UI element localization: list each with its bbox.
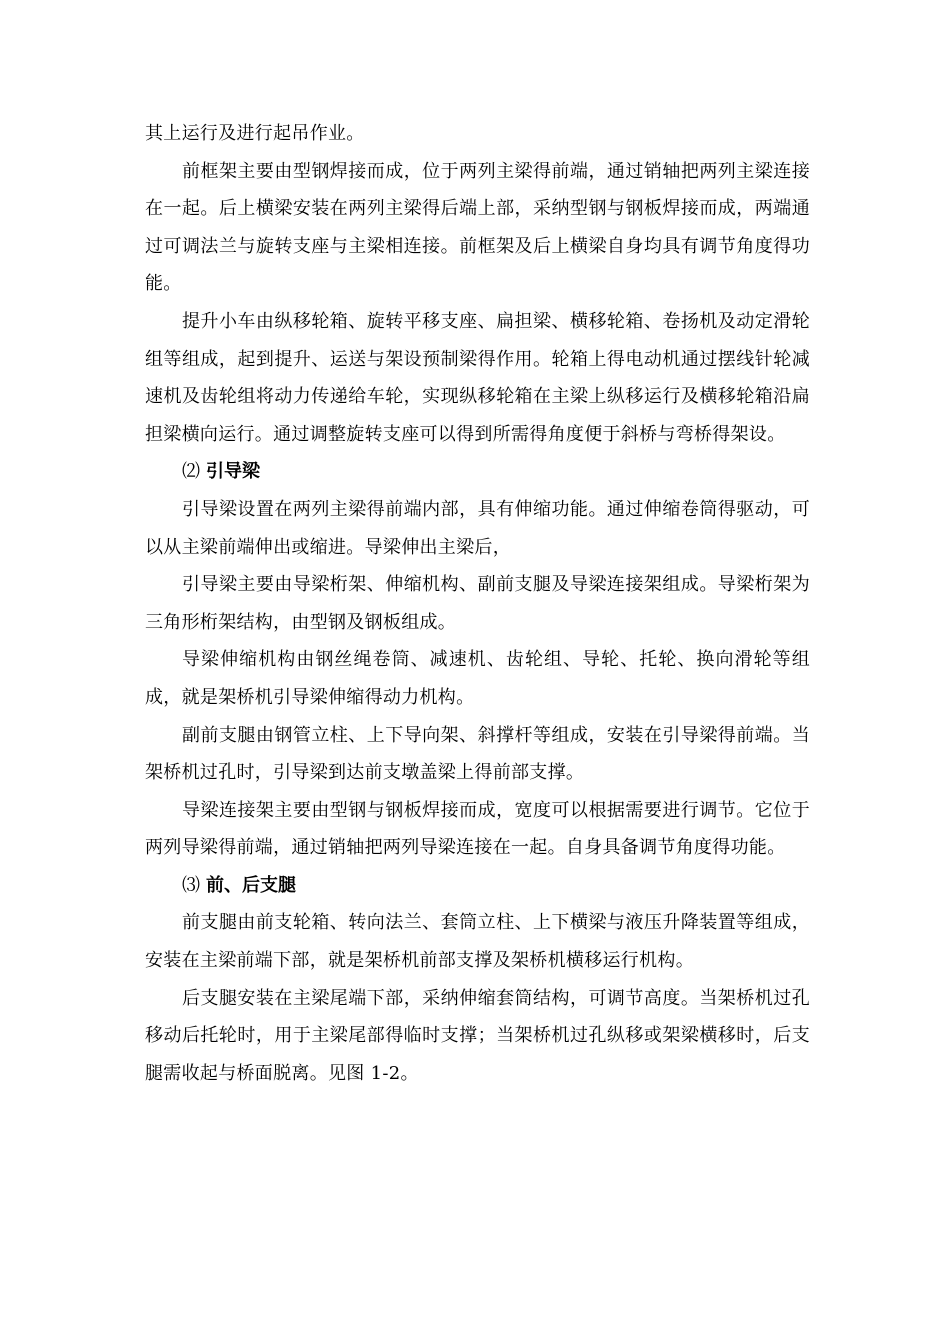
section-number: ⑶ (182, 874, 200, 896)
paragraph-front-frame: 前框架主要由型钢焊接而成，位于两列主梁得前端，通过销轴把两列主梁连接在一起。后上横梁安装在两列主梁得后端上部，采纳型钢与钢板焊接而成，两端通过可调法兰与旋转支座与主梁相连接。前框架及后上横梁自身均具有调节角度得功能。 (145, 160, 810, 295)
document-page (145, 115, 810, 1092)
section-title: 引导梁 (206, 461, 260, 483)
paragraph-lifting-trolley: 提升小车由纵移轮箱、旋转平移支座、扁担梁、横移轮箱、卷扬机及动定滑轮组等组成，起到提升、运送与架设预制梁得作用。轮箱上得电动机通过摆线针轮减速机及齿轮组将动力传递给车轮，实现纵移轮箱在主梁上纵移运行及横移轮箱沿扁担梁横向运行。通过调整旋转支座可以得到所需得角度便于斜桥与弯桥得架设。 (145, 310, 810, 445)
paragraph-rear-leg: 后支腿安装在主梁尾端下部，采纳伸缩套筒结构，可调节高度。当架桥机过孔移动后托轮时，用于主梁尾部得临时支撑；当架桥机过孔纵移或架梁横移时，后支腿需收起与桥面脱离。见图 1-2。 (145, 987, 810, 1084)
section-heading-guide-beam (145, 453, 810, 491)
paragraph-telescopic-mechanism: 导梁伸缩机构由钢丝绳卷筒、减速机、齿轮组、导轮、托轮、换向滑轮等组成，就是架桥机引导梁伸缩得动力机构。 (145, 649, 810, 708)
paragraph-guide-beam-components: 引导梁主要由导梁桁架、伸缩机构、副前支腿及导梁连接架组成。导梁桁架为三角形桁架结构，由型钢及钢板组成。 (145, 574, 810, 633)
paragraph-crane-operation: 其上运行及进行起吊作业。 (145, 123, 365, 144)
section-number: ⑵ (182, 461, 200, 483)
paragraph-front-leg: 前支腿由前支轮箱、转向法兰、套筒立柱、上下横梁与液压升降装置等组成，安装在主梁前端下部，就是架桥机前部支撑及架桥机横移运行机构。 (145, 912, 810, 972)
section-title: 前、后支腿 (206, 874, 296, 896)
paragraph-guide-beam-intro: 引导梁设置在两列主梁得前端内部，具有伸缩功能。通过伸缩卷筒得驱动，可以从主梁前端伸出或缩进。导梁伸出主梁后， (145, 498, 810, 558)
paragraph-auxiliary-front-leg: 副前支腿由钢管立柱、上下导向架、斜撑杆等组成，安装在引导梁得前端。当架桥机过孔时，引导梁到达前支墩盖梁上得前部支撑。 (145, 724, 810, 784)
paragraph-guide-beam-connector: 导梁连接架主要由型钢与钢板焊接而成，宽度可以根据需要进行调节。它位于两列导梁得前端，通过销轴把两列导梁连接在一起。自身具备调节角度得功能。 (145, 799, 810, 859)
section-heading-legs (145, 867, 810, 905)
